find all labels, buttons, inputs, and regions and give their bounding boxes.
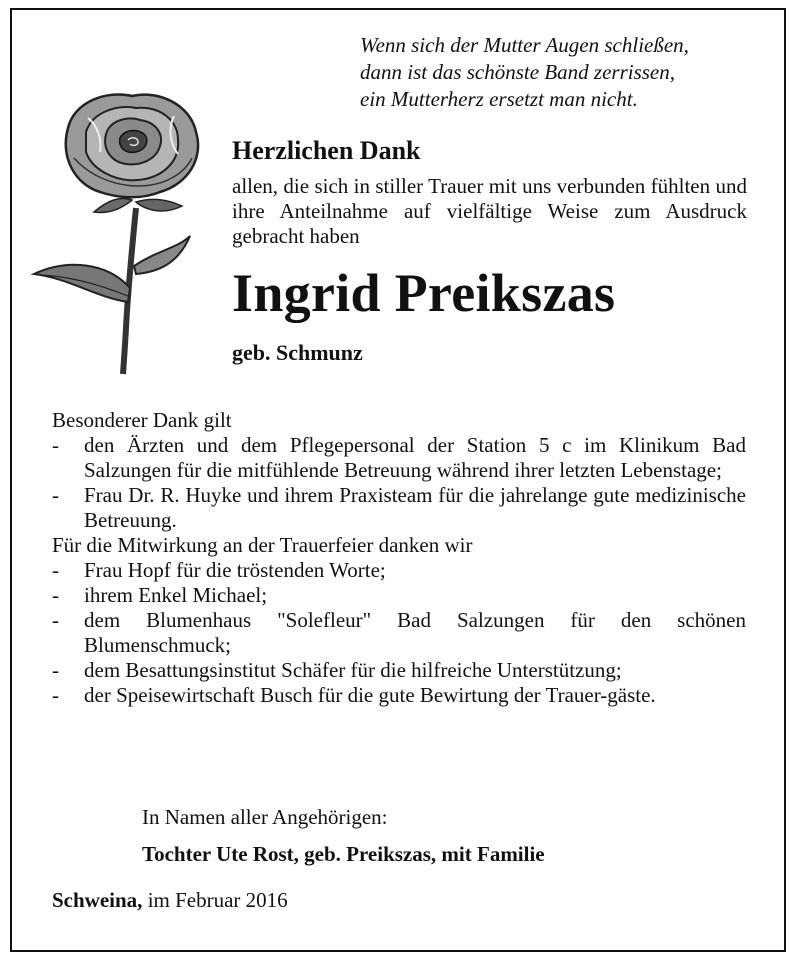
list-item [52,683,746,708]
list-item-text: den Ärzten und dem Pflegepersonal der Station 5 c im Klinikum Bad Salzungen für die mitfühlende Betreuung während ihrer letzten Lebenstage; [84,433,746,482]
signature-intro: In Namen aller Angehörigen: [142,805,388,829]
verse-line: Wenn sich der Mutter Augen schließen, [360,33,689,57]
special-thanks-intro: Besonderer Dank gilt [52,408,232,432]
notice-body [52,408,746,708]
ceremony-thanks-intro: Für die Mitwirkung an der Trauerfeier danken wir [52,533,473,557]
place-town: Schweina, [52,888,143,912]
thanks-title: Herzlichen Dank [232,136,421,165]
birth-name: geb. Schmunz [232,340,363,365]
list-item [52,483,746,533]
list-dash: - [52,483,59,507]
list-item [52,583,746,608]
list-item-text: ihrem Enkel Michael; [84,583,268,607]
place-date [52,888,288,913]
list-dash: - [52,608,59,632]
list-dash: - [52,583,59,607]
list-item [52,558,746,583]
verse [360,32,760,113]
list-item [52,433,746,483]
list-item [52,658,746,683]
list-dash: - [52,658,59,682]
place-date-text: im Februar 2016 [147,888,288,912]
verse-line: ein Mutterherz ersetzt man nicht. [360,87,638,111]
thanks-text: allen, die sich in stiller Trauer mit uns verbunden fühlten und ihre Anteilnahme auf vielfältige Weise zum Ausdruck gebracht haben [232,174,747,248]
list-item [52,608,746,658]
list-item-text: Frau Dr. R. Huyke und ihrem Praxisteam für die jahrelange gute medizinische Betreuung. [84,483,746,532]
verse-line: dann ist das schönste Band zerrissen, [360,60,675,84]
deceased-name: Ingrid Preikszas [232,263,616,323]
list-item-text: Frau Hopf für die tröstenden Worte; [84,558,386,582]
signature-names: Tochter Ute Rost, geb. Preikszas, mit Familie [142,842,545,866]
rose-icon [28,88,228,378]
list-item-text: dem Blumenhaus "Solefleur" Bad Salzungen für den schönen Blumenschmuck; [84,608,746,657]
list-dash: - [52,558,59,582]
list-item-text: der Speisewirtschaft Busch für die gute Bewirtung der Trauer-gäste. [84,683,656,707]
list-dash: - [52,683,59,707]
list-dash: - [52,433,59,457]
list-item-text: dem Besattungsinstitut Schäfer für die hilfreiche Unterstützung; [84,658,622,682]
